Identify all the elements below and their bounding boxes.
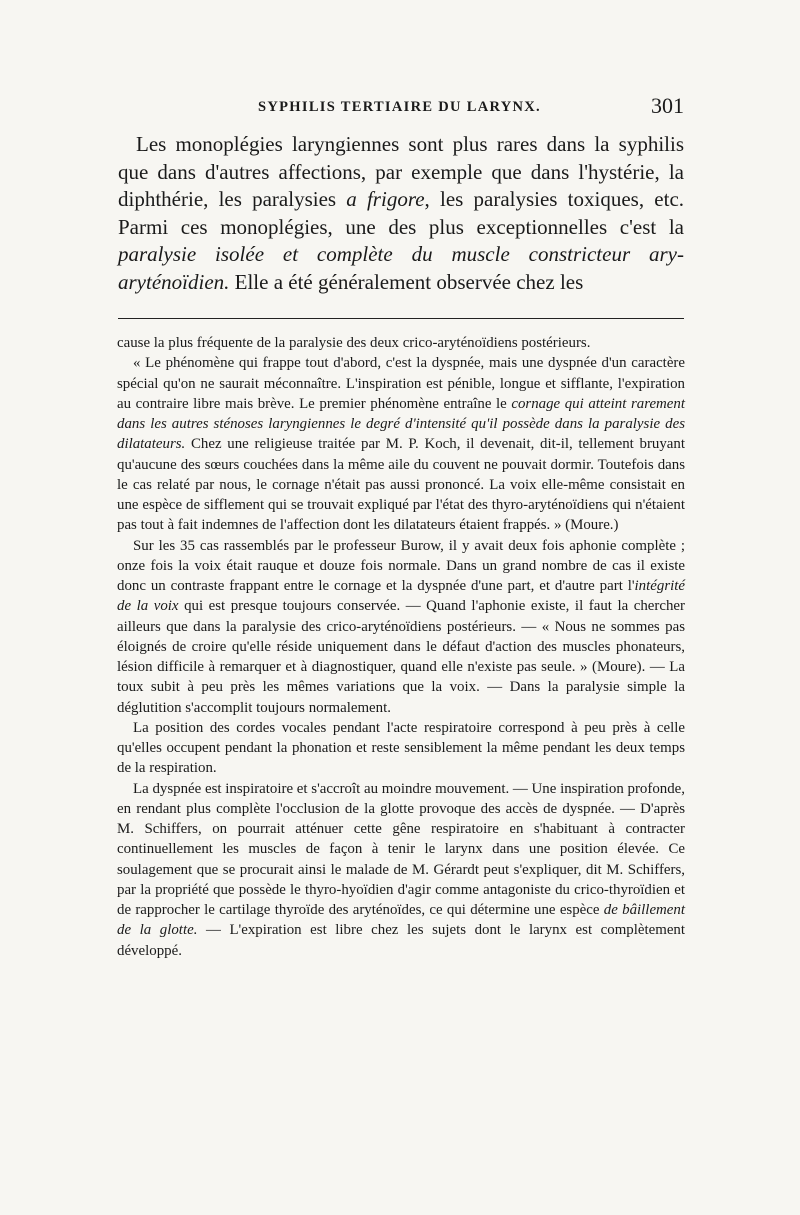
footnote-divider <box>118 318 684 319</box>
footnote-italic-segment: intégrité de la voix <box>117 578 685 615</box>
main-paragraph <box>118 131 684 297</box>
footnote-text-segment: Sur les 35 cas rassemblés par le professeur Burow, il y avait deux fois aphonie complète ; onze fois la voix était rauque et douze fois normale. Dans un grand nombre de cas il existe donc un contraste frappant entre le cornage et la dyspnée d'une part, et d'autre part l' <box>117 537 685 594</box>
footnote-paragraph <box>117 536 685 718</box>
footnote-text-segment: — L'expiration est libre chez les sujets dont le larynx est complètement développé. <box>117 922 686 959</box>
footnote-text-segment: « Le phénomène qui frappe tout d'abord, c'est la dyspnée, mais une dyspnée d'un caractère spécial qu'on ne saurait méconnaître. L'inspiration est pénible, longue et sifflante, l'expiration au contraire libre mais brève. Le premier phénomène entraîne le <box>117 355 685 412</box>
page-number: 301 <box>651 93 684 118</box>
footnote-paragraph <box>117 779 685 961</box>
footnote-text-segment: Chez une religieuse traitée par M. P. Koch, il devenait, dit-il, tellement bruyant qu'aucune des sœurs couchées dans la même aile du couvent ne pouvait dormir. Toutefois dans le cas relaté par nous, le cornage n'était pas aussi prononcé. La voix elle-même consistait en une espèce de sifflement qui se trouvait expliqué par l'état des thyro-aryténoïdiens qui n'étaient pas tout à fait indemnes de l'affection dont les dilatateurs étaient frappés. » (Moure.) <box>117 436 685 534</box>
footnotes-block <box>117 333 685 961</box>
page-header <box>118 93 684 119</box>
footnote-italic-segment: cornage qui atteint rarement dans les autres sténoses laryngiennes le degré d'intensité qu'il possède dans la paralysie des dilatateurs. <box>117 395 686 453</box>
footnote-italic-segment: de bâillement de la glotte. <box>117 902 685 939</box>
running-head: SYPHILIS TERTIAIRE DU LARYNX. <box>258 99 541 115</box>
main-italic-segment: paralysie isolée et complète du muscle constricteur ary-aryténoïdien. <box>118 242 684 294</box>
footnote-text-segment: qui est presque toujours conservée. — Quand l'aphonie existe, il faut la chercher ailleurs que dans la paralysie des crico-aryténoïdiens postérieurs. — « Nous ne sommes pas éloignés de croire qu'elle réside uniquement dans le défaut d'action des muscles phonateurs, lésion difficile à remarquer et à diagnostiquer, quand elle n'existe pas seule. » (Moure). — La toux subit à peu près les mêmes variations que la voix. — Dans la paralysie simple la déglutition s'accomplit toujours normalement. <box>117 598 685 716</box>
footnote-text-segment: La dyspnée est inspiratoire et s'accroît au moindre mouvement. — Une inspiration profonde, en rendant plus complète l'occlusion de la glotte provoque des accès de dyspnée. — D'après M. Schiffers, on pourrait atténuer cette gêne respiratoire en s'habituant à contracter continuellement les muscles de façon à tenir le larynx dans une position élevée. Ce soulagement que se procurait ainsi le malade de M. Gérardt peut s'expliquer, dit M. Schiffers, par la propriété que possède le thyro-hyoïdien d'agir comme antagoniste du crico-thyroïdien et de rapprocher le cartilage thyroïde des aryténoïdes, ce qui détermine une espèce <box>117 780 685 918</box>
footnote-paragraph <box>117 353 685 535</box>
footnote-paragraph: La position des cordes vocales pendant l'acte respiratoire correspond à peu près à celle qu'elles occupent pendant la phonation et reste sensiblement la même pendant les deux temps de la respiration. <box>117 719 685 777</box>
footnote-paragraph: cause la plus fréquente de la paralysie des deux crico-aryténoïdiens postérieurs. <box>117 335 591 351</box>
main-text-segment: Elle a été généralement observée chez les <box>229 269 584 294</box>
main-italic-segment: a frigore <box>346 187 425 212</box>
main-text-segment: , les paralysies toxiques, etc. Parmi ces monoplégies, une des plus exceptionnelles c'est la <box>118 187 685 239</box>
main-text-segment: Les monoplégies laryngiennes sont plus rares dans la syphilis que dans d'autres affections, par exemple que dans l'hystérie, la diphthérie, les paralysies <box>118 132 684 212</box>
